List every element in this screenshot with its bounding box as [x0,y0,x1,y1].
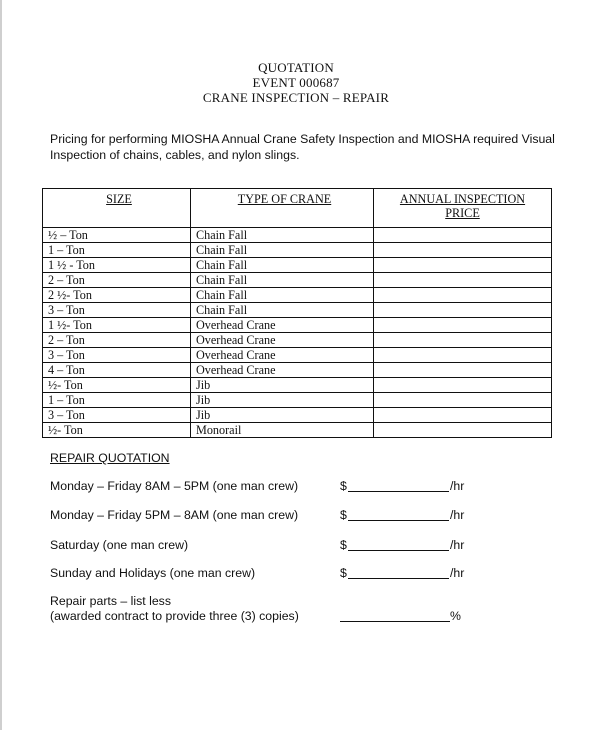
rate-blank-field[interactable] [348,520,449,521]
repair-quotation-title: REPAIR QUOTATION [50,451,170,465]
size-cell: ½- Ton [43,378,191,393]
size-cell: 3 – Ton [43,408,191,423]
size-cell: 2 – Ton [43,273,191,288]
price-cell[interactable] [374,243,552,258]
rate-blank-field[interactable] [348,491,449,492]
size-cell: ½ – Ton [43,228,191,243]
type-cell: Overhead Crane [191,333,374,348]
type-cell: Jib [191,393,374,408]
table-row [43,408,552,423]
price-header-line2: PRICE [445,206,480,220]
price-cell[interactable] [374,408,552,423]
price-cell[interactable] [374,273,552,288]
price-cell[interactable] [374,378,552,393]
column-header-size: SIZE [43,189,191,228]
price-cell[interactable] [374,423,552,438]
size-cell: 1 ½ - Ton [43,258,191,273]
size-cell: ½- Ton [43,423,191,438]
parts-label [50,594,350,624]
table-row [43,258,552,273]
price-cell[interactable] [374,228,552,243]
size-cell: 1 – Ton [43,243,191,258]
rate-unit: /hr [450,538,465,552]
table-row [43,333,552,348]
price-cell[interactable] [374,363,552,378]
table-row [43,348,552,363]
inspection-price-table [42,188,552,438]
type-cell: Overhead Crane [191,348,374,363]
size-cell: 3 – Ton [43,303,191,318]
price-cell[interactable] [374,348,552,363]
table-row [43,228,552,243]
price-cell[interactable] [374,303,552,318]
page-edge [0,0,2,730]
rate-label: Sunday and Holidays (one man crew) [50,566,256,580]
table-row [43,273,552,288]
parts-label-line1: Repair parts – list less [50,594,171,608]
size-cell: 2 – Ton [43,333,191,348]
parts-unit: % [450,609,461,623]
table-row [43,288,552,303]
table-header-row [43,189,552,228]
dollar-sign: $ [340,566,347,580]
type-cell: Chain Fall [191,228,374,243]
rate-blank-field[interactable] [348,578,449,579]
parts-label-line2: (awarded contract to provide three (3) copies) [50,609,299,623]
rate-blank-field[interactable] [348,550,449,551]
table-row [43,363,552,378]
document-header [0,60,600,105]
rate-unit: /hr [450,479,465,493]
dollar-sign: $ [340,508,347,522]
table-row [43,393,552,408]
header-title: QUOTATION [258,60,334,75]
price-cell[interactable] [374,318,552,333]
size-cell: 3 – Ton [43,348,191,363]
table-row [43,303,552,318]
type-cell: Chain Fall [191,303,374,318]
type-cell: Chain Fall [191,243,374,258]
type-cell: Chain Fall [191,273,374,288]
price-header-line1: ANNUAL INSPECTION [399,192,526,206]
type-cell: Monorail [191,423,374,438]
header-subject: CRANE INSPECTION – REPAIR [202,90,390,105]
type-cell: Overhead Crane [191,363,374,378]
column-header-type: TYPE OF CRANE [191,189,374,228]
table-row [43,378,552,393]
parts-blank-field[interactable] [340,621,450,622]
price-cell[interactable] [374,393,552,408]
table-row [43,423,552,438]
rate-label: Monday – Friday 5PM – 8AM (one man crew) [50,508,299,522]
price-cell[interactable] [374,258,552,273]
rate-label: Monday – Friday 8AM – 5PM (one man crew) [50,479,299,493]
intro-paragraph: Pricing for performing MIOSHA Annual Crane Safety Inspection and MIOSHA required Visual Inspection of chains, cables, and nylon slings. [50,132,555,162]
dollar-sign: $ [340,479,347,493]
type-cell: Jib [191,378,374,393]
price-cell[interactable] [374,333,552,348]
type-cell: Chain Fall [191,288,374,303]
size-cell: 4 – Ton [43,363,191,378]
header-event: EVENT 000687 [252,75,340,90]
type-cell: Overhead Crane [191,318,374,333]
rate-unit: /hr [450,508,465,522]
type-cell: Chain Fall [191,258,374,273]
rate-unit: /hr [450,566,465,580]
rate-label: Saturday (one man crew) [50,538,189,552]
table-row [43,318,552,333]
size-cell: 1 – Ton [43,393,191,408]
dollar-sign: $ [340,538,347,552]
table-row [43,243,552,258]
size-cell: 1 ½- Ton [43,318,191,333]
type-cell: Jib [191,408,374,423]
size-cell: 2 ½- Ton [43,288,191,303]
price-cell[interactable] [374,288,552,303]
column-header-price [374,189,552,228]
